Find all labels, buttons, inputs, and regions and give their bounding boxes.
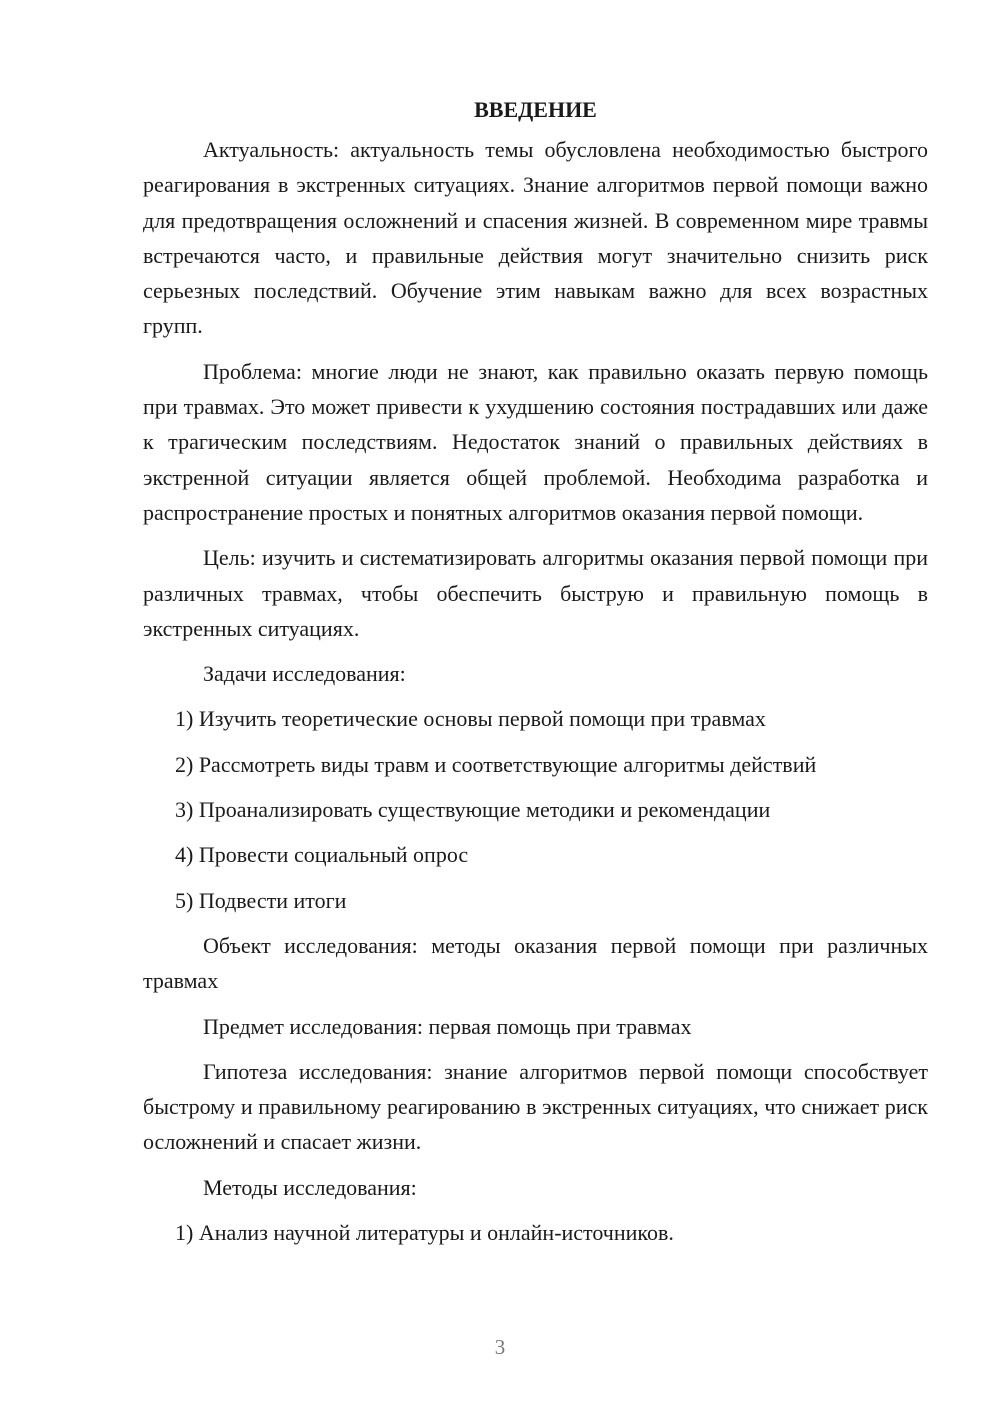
problem-paragraph: Проблема: многие люди не знают, как правильно оказать первую помощь при травмах. Это может привести к ухудшению состояния пострадавших или даже к трагическим последствиям. Недостаток знаний о правильных действиях в экстренной ситуации является общей проблемой. Необходима разработка и распространение простых и понятных алгоритмов оказания первой помощи. xyxy=(143,358,928,525)
list-item: 4) Провести социальный опрос xyxy=(175,842,469,868)
object-paragraph: Объект исследования: методы оказания первой помощи при различных травмах xyxy=(143,932,928,994)
list-item: 5) Подвести итоги xyxy=(175,887,347,913)
relevance-paragraph: Актуальность: актуальность темы обусловлена необходимостью быстрого реагирования в экстренных ситуациях. Знание алгоритмов первой помощи важно для предотвращения осложнений и спасения жизней. В современном мире травмы встречаются часто, и правильные действия могут значительно снизить риск серьезных последствий. Обучение этим навыкам важно для всех возрастных групп. xyxy=(143,137,928,339)
page-content xyxy=(143,92,928,1260)
list-item: 3) Проанализировать существующие методики и рекомендации xyxy=(175,797,771,823)
hypothesis-paragraph: Гипотеза исследования: знание алгоритмов первой помощи способствует быстрому и правильному реагированию в экстренных ситуациях, что снижает риск осложнений и спасает жизни. xyxy=(143,1058,928,1155)
tasks-heading: Задачи исследования: xyxy=(203,661,406,687)
list-item: 1) Изучить теоретические основы первой помощи при травмах xyxy=(175,706,766,732)
tasks-list xyxy=(143,701,928,917)
methods-heading: Методы исследования: xyxy=(203,1174,417,1200)
section-heading: ВВЕДЕНИЕ xyxy=(474,97,597,122)
list-item: 1) Анализ научной литературы и онлайн-источников. xyxy=(175,1220,674,1246)
page-number: 3 xyxy=(494,1335,506,1359)
goal-paragraph: Цель: изучить и систематизировать алгоритмы оказания первой помощи при различных травмах, чтобы обеспечить быструю и правильную помощь в экстренных ситуациях. xyxy=(143,545,928,641)
list-item: 2) Рассмотреть виды травм и соответствующие алгоритмы действий xyxy=(175,751,817,777)
methods-list xyxy=(143,1215,928,1250)
subject-paragraph: Предмет исследования: первая помощь при травмах xyxy=(203,1013,692,1039)
